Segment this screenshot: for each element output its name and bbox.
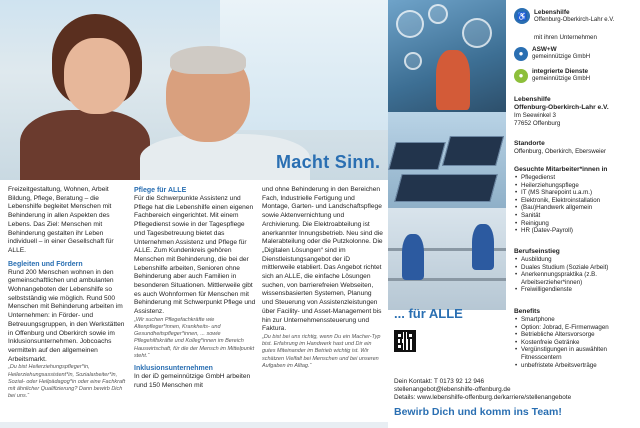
list-item: • Betriebliche Altersvorsorge <box>514 331 638 339</box>
locations-heading: Standorte <box>514 140 545 147</box>
quote-2: „Wir suchen Pflegefachkräfte wie Altenpfleger*innen, Krankheits- und Gesundheitspfleger*innen, ... sowie Pflegehilfskräfte und Kolleg*innen im Bereich Hauswirtschaft, für die der Mensch im Mittelpunkt steht.“ <box>134 316 255 359</box>
heading-pflege: Pflege für ALLE <box>134 187 187 194</box>
logo-asww <box>514 46 590 61</box>
list-item: • Pflegedienst <box>514 174 638 182</box>
logo1-sub: Offenburg-Oberkirch-Lahr e.V. <box>534 16 615 23</box>
entry-block <box>514 248 638 294</box>
benefits-list <box>514 316 638 369</box>
list-item: • Ausbildung <box>514 256 638 264</box>
logo-id <box>514 68 590 83</box>
list-item: • Kostenfreie Getränke <box>514 339 638 347</box>
list-item: • IT (MS Sharepoint u.a.m.) <box>514 189 638 197</box>
logo-lebenshilfe <box>514 8 614 24</box>
heading-begleiten: Begleiten und Fördern <box>8 260 83 268</box>
list-item: • Heilerziehungspflege <box>514 182 638 190</box>
list-item: • HR (Datev-Payroll) <box>514 227 638 235</box>
photo-workers-on-roof <box>388 208 506 310</box>
staff-heading: Gesuchte Mitarbeiter*innen in <box>514 166 608 173</box>
fuer-alle-tagline: ... für ALLE <box>394 306 463 321</box>
list-item: • Vergünstigungen in auswählten Fitnesscentern <box>514 346 638 361</box>
inklusion-text: In der iD gemeinnützige GmbH arbeiten rund 150 Menschen mit <box>134 373 251 389</box>
contact-block <box>394 378 634 402</box>
list-item: • Freiwilligendienste <box>514 286 638 294</box>
list-item: • Sanität <box>514 212 638 220</box>
list-item: • Anerkennungspraktika (z.B. Arbeitserzieher*innen) <box>514 271 638 286</box>
street: Im Seewinkel 3 <box>514 112 556 119</box>
quote-3: „Du bist bei uns richtig, wenn Du ein Macher-Typ bist. Erfahrung im Handwerk hast und Dir ein gutes Miteinander im Betrieb wichtig ist. Wir schätzen Vielfalt bei Menschen und bei unseren Aufgaben im Alltag.“ <box>262 333 381 369</box>
begleiten-text: Rund 200 Menschen wohnen in den gemeinschaftlichen und ambulanten Wohnangeboten der Lebenshilfe so selbstständig wie möglich. Rund 500 Menschen mit Behinderung arbeiten im Unternehmen: in Förder- und Betreuungsgruppen, in den Werkstätten in Offenburg und Oberkirch sowie im Inklusionsunternehmen. Jobcoachs vermitteln auf den allgemeinen Arbeitsmarkt. <box>8 268 125 363</box>
benefits-heading: Benefits <box>514 308 541 315</box>
with-companies: mit ihren Unternehmen <box>534 34 597 41</box>
woman-face <box>64 38 130 114</box>
logo2-sub: gemeinnützige GmbH <box>532 54 591 60</box>
photo-children-bubbles <box>388 0 506 112</box>
column-1 <box>8 186 128 400</box>
asww-logo-icon: ● <box>514 47 528 61</box>
contact-email[interactable]: stellenangebot@lebenshilfe-offenburg.de <box>394 386 511 393</box>
bottom-band <box>0 422 388 428</box>
intro-text: Freizeitgestaltung, Wohnen, Arbeit Bildung, Pflege, Beratung – die Lebenshilfe begleitet Menschen mit Behinderung in allen Aspekten des Lebens. Das Ziel: Menschen mit Behinderung gestalten ihr Leben individuell – in einer Gesellschaft für ALLE. <box>8 186 114 254</box>
benefits-block <box>514 308 638 369</box>
slogan: Macht Sinn. <box>276 152 381 172</box>
column-2 <box>134 186 256 390</box>
woman-figure <box>20 110 150 180</box>
sidebar <box>508 0 640 428</box>
quote-1: „Du bist Heilerziehungspfleger*in, Heilerziehungsassistent*in, Sozialarbeiter*in, Sozial- oder Heilpädagog*in oder eine Fachkraft mit ähnlicher Qualifizierung? Dann bewirb Dich bei uns.“ <box>8 364 126 400</box>
id-text: und ohne Behinderung in den Bereichen Fach, Industrielle Fertigung und Montage, Garten- und Landschaftspflege sowie Aktenvernichtung und Archivierung. Die Elektroabteilung ist anerkannter Innungsbetrieb. Neu sind die Malerabteilung oder die Putzkolonne. Die „Digitalen Lösungen“ sind im Dienstleistungsangebot der iD mittlerweile etabliert. Das Angebot richtet sich an ALLE, die einfache Lösungen suchen, von barrierefreien Webseiten, wissensbasierten Systemen, Planung und Steuerung von Assistenzleistungen über Facility- und Asset-Management bis hin zur Unternehmenssteuerung und Faktura. <box>262 186 383 333</box>
list-item: • (Bau)Handwerk allgemein <box>514 204 638 212</box>
column-3 <box>262 186 384 370</box>
staff-list <box>514 174 638 235</box>
man-hair <box>170 46 246 74</box>
id-logo-icon: ● <box>514 69 528 83</box>
locations-text: Offenburg, Oberkirch, Ebersweier <box>514 148 607 155</box>
org-name-2: Offenburg-Oberkirch-Lahr e.V. <box>514 104 609 111</box>
entry-heading: Berufseinstieg <box>514 248 560 255</box>
logo3-name: integrierte Dienste <box>532 68 589 75</box>
org-name-1: Lebenshilfe <box>514 96 551 103</box>
pflege-text: Für die Schwerpunkte Assistenz und Pflege hat die Lebenshilfe einen eigenen Fachbereich eingerichtet. Mit einem Pflegedienst sowie in der Tagespflege und Tagesbetreuung bietet das Unternehmen Assistenz und Pflege für ALLE. Zum Kundenkreis gehören Menschen mit Behinderung, die bei der Lebenshilfe arbeiten, Senioren ohne Behinderung aber auch Familien in besonderen Situationen. Mittlerweile gibt es auch Wohnformen für Menschen mit Behinderung mit Schwerpunkt Pflege und Assistenz. <box>134 195 256 316</box>
logo1-name: Lebenshilfe <box>534 8 570 16</box>
contact-url[interactable]: Details: www.lebenshilfe-offenburg.de/karriere/stellenangebote <box>394 394 572 401</box>
locations-block <box>514 140 638 156</box>
qr-code-icon[interactable] <box>394 330 416 352</box>
list-item: • Reinigung <box>514 220 638 228</box>
logo2-name: ASW+W <box>532 46 557 53</box>
heading-inklusion: Inklusionsunternehmen <box>134 365 213 373</box>
city: 77652 Offenburg <box>514 119 561 127</box>
staff-block <box>514 166 638 235</box>
contact-phone: Dein Kontakt: T 0173 92 12 946 <box>394 378 485 385</box>
address-block <box>514 96 638 127</box>
lebenshilfe-logo-icon: ♿ <box>514 8 530 24</box>
logo3-sub: gemeinnützige GmbH <box>532 76 591 82</box>
list-item: • Smartphone <box>514 316 638 324</box>
photo-solar-panels <box>388 112 506 208</box>
list-item: • Duales Studium (Soziale Arbeit) <box>514 264 638 272</box>
list-item: • Option: Jobrad, E-Firmenwagen <box>514 324 638 332</box>
list-item: • unbefristete Arbeitsverträge <box>514 362 638 370</box>
call-to-action: Bewirb Dich und komm ins Team! <box>394 406 562 418</box>
entry-list <box>514 256 638 294</box>
list-item: • Elektronik, Elektroinstallation <box>514 197 638 205</box>
